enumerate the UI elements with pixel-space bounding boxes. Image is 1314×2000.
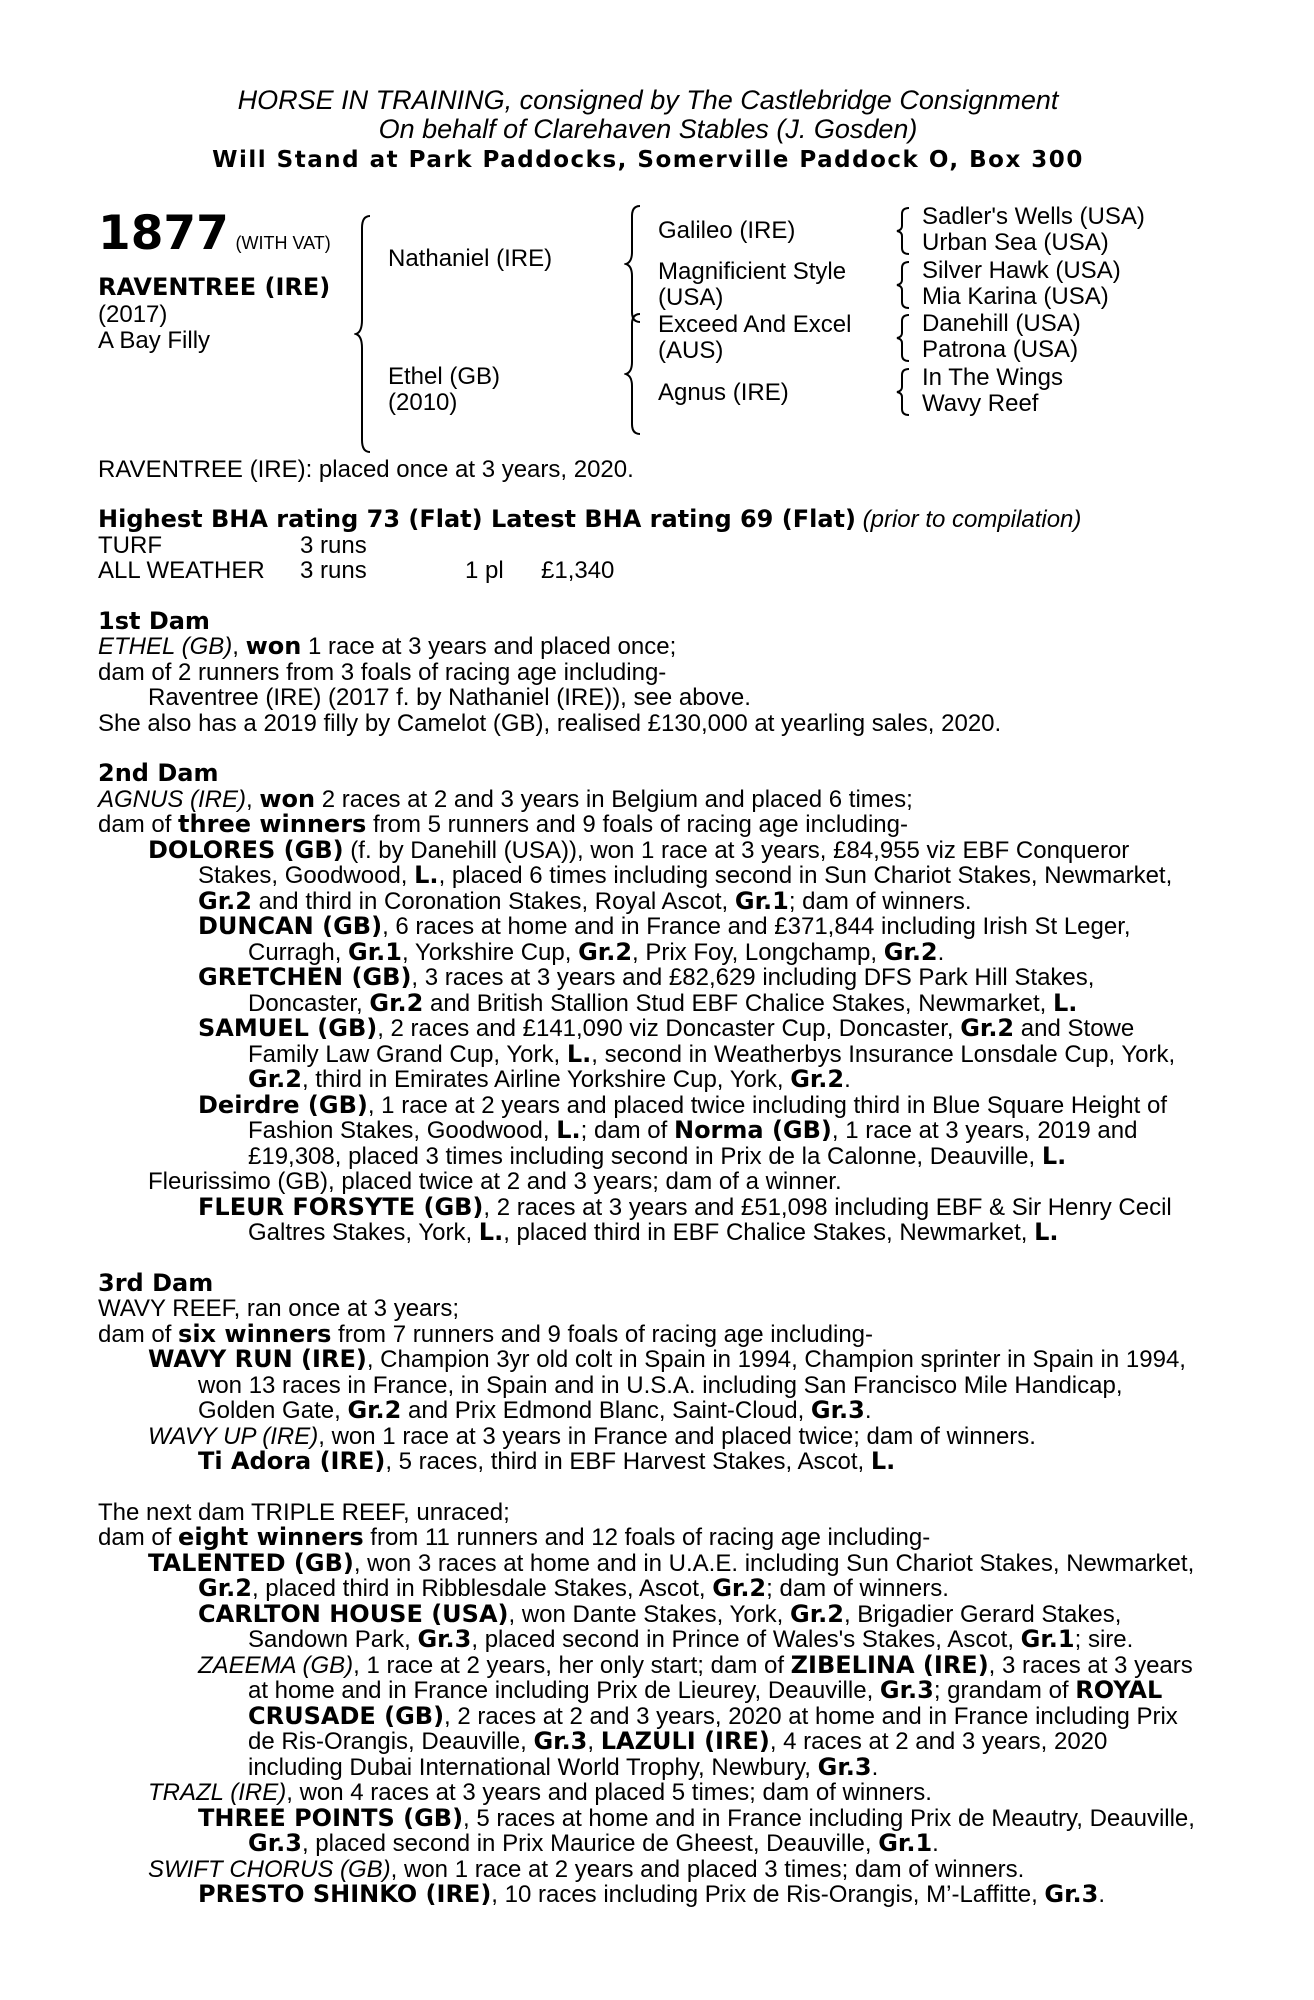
- horse-name: ZIBELINA (IRE): [790, 1650, 989, 1679]
- text: , 10 races including Prix de Ris-Orangis, M’-Laffitte,: [491, 1881, 1045, 1908]
- text: , placed second in Prince of Wales's Stakes, Ascot,: [471, 1626, 1021, 1653]
- sire-dam-brace: [354, 214, 374, 454]
- trazl-entry: [98, 1780, 1198, 1806]
- horse-name: FLEUR FORSYTE (GB): [198, 1192, 484, 1221]
- won-label: won: [245, 632, 302, 660]
- horse-description: A Bay Filly: [98, 326, 211, 354]
- text: (f. by Danehill (USA)), won 1 race at 3 years, £84,955 viz EBF Conqueror Stakes, Goodwood,: [198, 836, 1130, 889]
- horse-name: Ti Adora (IRE): [198, 1447, 386, 1475]
- table-row: [98, 558, 614, 584]
- grade: Gr.2: [960, 1014, 1015, 1042]
- samuel-entry: [98, 1016, 1198, 1093]
- rating-line: [98, 507, 1198, 533]
- second-dam-title: 2nd Dam: [98, 759, 219, 787]
- fourth-dam-line: The next dam TRIPLE REEF, unraced;: [98, 1498, 510, 1526]
- duncan-entry: [98, 914, 1198, 965]
- dam-record: 2 races at 2 and 3 years in Belgium and placed 6 times;: [315, 785, 913, 813]
- dolores-entry: [98, 835, 1198, 915]
- sire: Nathaniel (IRE): [388, 244, 553, 272]
- text: ; sire.: [1074, 1626, 1134, 1653]
- brace-g3: [895, 313, 913, 363]
- race-stats-table: [98, 533, 614, 584]
- text: , placed second in Prix Maurice de Gheest, Deauville,: [301, 1830, 879, 1857]
- text: and third in Coronation Stakes, Royal Ascot,: [251, 887, 735, 915]
- sire-sire-sire: Sadler's Wells (USA): [922, 202, 1145, 230]
- text: dam of: [98, 1320, 179, 1348]
- fourth-dam-produce: [98, 1525, 1198, 1551]
- grade: L.: [414, 861, 439, 889]
- horse-name: TRAZL (IRE): [148, 1779, 287, 1806]
- grade: Gr.1: [348, 937, 402, 966]
- grade: Gr.2: [198, 886, 252, 915]
- text: , placed third in Ribblesdale Stakes, Ascot,: [251, 1575, 713, 1602]
- grade: Gr.3: [417, 1625, 472, 1653]
- first-dam-note: She also has a 2019 filly by Camelot (GB), realised £130,000 at yearling sales, 2020.: [98, 709, 1002, 737]
- first-dam-line: ETHEL (GB), won 1 race at 3 years and placed once;: [98, 632, 677, 660]
- dam-sire-line1: Exceed And Excel: [658, 310, 852, 338]
- grade: L.: [870, 1447, 896, 1475]
- horse-name: WAVY UP (IRE): [148, 1422, 319, 1450]
- grade: Gr.1: [1020, 1625, 1075, 1653]
- race-summary: RAVENTREE (IRE): placed once at 3 years, 2020.: [98, 455, 634, 483]
- three-points-entry: [98, 1803, 1198, 1857]
- dam: Ethel (GB): [388, 362, 501, 390]
- grade: Gr.3: [533, 1727, 588, 1755]
- sire-dam-line1: Magnificient Style: [658, 257, 847, 285]
- dam-year: (2010): [388, 388, 458, 416]
- third-dam-produce: [98, 1319, 1198, 1348]
- lot-number: 1877: [98, 205, 229, 261]
- text: .: [1098, 1881, 1106, 1908]
- stat-runs: 3 runs: [300, 531, 367, 559]
- grade: Gr.1: [734, 886, 789, 915]
- text: .: [932, 1830, 939, 1857]
- rating-note: (prior to compilation): [862, 506, 1082, 533]
- second-dam-line: AGNUS (IRE), won 2 races at 2 and 3 years in Belgium and placed 6 times;: [98, 784, 913, 813]
- text: ,: [587, 1728, 601, 1755]
- text: , Yorkshire Cup,: [401, 938, 579, 966]
- vat-label: (WITH VAT): [235, 232, 331, 253]
- grade: Gr.2: [790, 1065, 845, 1093]
- text: dam of: [98, 1524, 179, 1551]
- dam-name: AGNUS (IRE): [98, 785, 247, 813]
- text: ; dam of winners.: [788, 887, 972, 915]
- text: , 5 races, third in EBF Harvest Stakes, Ascot,: [385, 1448, 871, 1475]
- text: , won Dante Stakes, York,: [508, 1600, 790, 1628]
- horse-name: SAMUEL (GB): [198, 1014, 378, 1042]
- grade: L.: [1052, 988, 1078, 1017]
- text: and British Stallion Stud EBF Chalice Stakes, Newmarket,: [423, 989, 1053, 1017]
- horse-name: DOLORES (GB): [148, 835, 344, 864]
- grade: Gr.2: [578, 937, 633, 966]
- grade: Gr.3: [1044, 1880, 1099, 1908]
- dam-parents-brace: [624, 312, 644, 436]
- text: , won 4 races at 3 years and placed 5 times; dam of winners.: [286, 1779, 932, 1806]
- text: , 2 races at 3 years and £51,098 including EBF & Sir Henry Cecil Galtres Stakes, York,: [248, 1193, 1172, 1246]
- ti-adora-entry: [98, 1449, 1198, 1475]
- text: , won 3 races at home and in U.A.E. including Sun Chariot Stakes, Newmarket,: [353, 1549, 1195, 1577]
- text: from 5 runners and 9 foals of racing age including-: [366, 811, 908, 838]
- horse-name: SWIFT CHORUS (GB): [148, 1855, 391, 1883]
- winners-count: eight winners: [178, 1523, 364, 1551]
- text: , 2 races at 2 and 3 years, 2020 at home and in France including Prix de Ris-Orangis, Deauville,: [248, 1702, 1178, 1755]
- stat-earnings: £1,340: [541, 557, 615, 584]
- stat-surface: ALL WEATHER: [98, 557, 265, 584]
- grade: Gr.3: [248, 1829, 302, 1857]
- carlton-house-entry: [98, 1599, 1198, 1653]
- text: dam of: [98, 811, 179, 838]
- horse-name: TALENTED (GB): [148, 1548, 354, 1577]
- talented-entry: [98, 1548, 1198, 1602]
- consignor-line: HORSE IN TRAINING, consigned by The Castlebridge Consignment: [237, 85, 1059, 115]
- stat-surface: TURF: [98, 531, 162, 559]
- dam-dam-sire: In The Wings: [922, 363, 1063, 391]
- text: , 2 races and £141,090 viz Doncaster Cup, Doncaster,: [377, 1015, 961, 1042]
- text: , third in Emirates Airline Yorkshire Cup, York,: [301, 1066, 791, 1093]
- text: , placed third in EBF Chalice Stakes, Newmarket,: [503, 1219, 1035, 1246]
- horse-name: RAVENTREE (IRE): [98, 272, 331, 301]
- sire-sire-dam: Urban Sea (USA): [922, 228, 1109, 256]
- text: , second in Weatherbys Insurance Lonsdale Cup, York,: [591, 1040, 1176, 1068]
- grade: L.: [566, 1039, 592, 1068]
- presto-shinko-entry: [98, 1882, 1198, 1908]
- grade: L.: [1034, 1218, 1059, 1246]
- gretchen-entry: [98, 965, 1198, 1016]
- horse-name: PRESTO SHINKO (IRE): [198, 1880, 492, 1908]
- text: .: [864, 1397, 872, 1424]
- text: ; dam of: [580, 1117, 674, 1144]
- text: , 1 race at 3 years, 2019 and £19,308, placed 3 times including second in Prix de la Calonne, Deauville,: [248, 1117, 1138, 1170]
- text: from 11 runners and 12 foals of racing age including-: [363, 1524, 931, 1551]
- text: .: [937, 938, 945, 966]
- winners-count: six winners: [178, 1319, 332, 1348]
- text: , Prix Foy, Longchamp,: [632, 938, 884, 966]
- horse-name: DUNCAN (GB): [198, 912, 383, 940]
- brace-g2: [895, 260, 913, 310]
- horse-name: GRETCHEN (GB): [198, 963, 412, 991]
- first-dam-produce: dam of 2 runners from 3 foals of racing age including-: [98, 658, 667, 686]
- grade: Gr.2: [790, 1599, 844, 1628]
- lot-number-line: [98, 205, 331, 261]
- text: ; dam of winners.: [766, 1575, 949, 1602]
- won-label: won: [259, 784, 316, 813]
- horse-name: CARLTON HOUSE (USA): [198, 1599, 509, 1628]
- grade: Gr.2: [883, 937, 938, 966]
- stat-earnings: [541, 533, 614, 559]
- horse-name: ROYAL CRUSADE (GB): [248, 1676, 1163, 1730]
- text: , 3 races at 3 years and £82,629 including DFS Park Hill Stakes, Doncaster,: [248, 964, 1095, 1017]
- brace-g1: [895, 206, 913, 256]
- text: , 4 races at 2 and 3 years, 2020 including Dubai International World Trophy, Newbury,: [248, 1728, 1108, 1781]
- grade: Gr.2: [347, 1396, 402, 1424]
- dam-name: ETHEL (GB): [98, 633, 233, 660]
- text: , placed 6 times including second in Sun Chariot Stakes, Newmarket,: [438, 862, 1173, 889]
- horse-name: Deirdre (GB): [198, 1090, 368, 1119]
- catalogue-page: [98, 86, 1198, 1908]
- sire-parents-brace: [624, 204, 644, 324]
- text: , 5 races at home and in France including Prix de Meautry, Deauville,: [463, 1804, 1195, 1832]
- dam-sire-dam: Patrona (USA): [922, 335, 1079, 363]
- horse-name: THREE POINTS (GB): [198, 1803, 464, 1832]
- stat-placed: 1 pl: [465, 557, 504, 584]
- grade: Gr.2: [198, 1574, 252, 1602]
- first-dam-foal: Raventree (IRE) (2017 f. by Nathaniel (IRE)), see above.: [148, 684, 751, 711]
- text: and Prix Edmond Blanc, Saint-Cloud,: [401, 1397, 811, 1424]
- dam-sire-sire: Danehill (USA): [922, 309, 1081, 337]
- pedigree-block: [98, 204, 1198, 449]
- dam-record: 1 race at 3 years and placed once;: [301, 633, 677, 660]
- horse-name: Norma (GB): [673, 1116, 832, 1144]
- text: , Champion 3yr old colt in Spain in 1994, Champion sprinter in Spain in 1994, won 13 races in France, in Spain and in U.S.A. including San Francisco Mile Handicap, Golden Gate,: [198, 1346, 1186, 1424]
- text: , 1 race at 2 years, her only start; dam of: [353, 1651, 791, 1679]
- sire-sire: Galileo (IRE): [658, 216, 796, 244]
- text: ; grandam of: [933, 1677, 1076, 1704]
- text: .: [844, 1066, 851, 1093]
- grade: L.: [556, 1116, 581, 1144]
- dam-sire-line2: (AUS): [658, 336, 724, 364]
- first-dam-title: 1st Dam: [98, 606, 210, 635]
- sire-dam-line2: (USA): [658, 283, 724, 311]
- grade: L.: [478, 1218, 504, 1246]
- grade: Gr.2: [369, 988, 424, 1017]
- text: , Brigadier Gerard Stakes, Sandown Park,: [248, 1600, 1122, 1653]
- dam-dam-dam: Wavy Reef: [922, 389, 1039, 417]
- horse-name: ZAEEMA (GB): [198, 1651, 354, 1679]
- grade: L.: [1041, 1141, 1067, 1170]
- text: .: [871, 1753, 879, 1781]
- wavy-up-entry: [98, 1424, 1198, 1450]
- horse-name: LAZULI (IRE): [600, 1727, 770, 1755]
- stat-placed: [465, 533, 541, 559]
- swift-chorus-entry: [98, 1857, 1198, 1883]
- text: , 1 race at 2 years and placed twice including third in Blue Square Height of Fashion Stakes, Goodwood,: [248, 1091, 1167, 1144]
- wavy-run-entry: [98, 1347, 1198, 1424]
- third-dam-line: WAVY REEF, ran once at 3 years;: [98, 1295, 460, 1322]
- grade: Gr.3: [817, 1752, 872, 1781]
- rating-values: Highest BHA rating 73 (Flat) Latest BHA rating 69 (Flat): [98, 505, 856, 533]
- header: [98, 86, 1198, 174]
- zaeema-entry: [98, 1650, 1198, 1781]
- text: , won 1 race at 3 years in France and placed twice; dam of winners.: [318, 1422, 1036, 1450]
- winners-count: three winners: [178, 810, 367, 838]
- grade: Gr.2: [712, 1574, 767, 1602]
- grade: Gr.2: [248, 1065, 302, 1093]
- text: , 6 races at home and in France and £371,844 including Irish St Leger, Curragh,: [248, 913, 1131, 966]
- brace-g4: [895, 367, 913, 417]
- grade: Gr.1: [878, 1829, 933, 1857]
- grade: Gr.3: [879, 1676, 934, 1704]
- stand-line: Will Stand at Park Paddocks, Somerville Paddock O, Box 300: [212, 147, 1084, 173]
- deirdre-entry: [98, 1090, 1198, 1170]
- text: , 3 races at 3 years at home and in France including Prix de Lieurey, Deauville,: [248, 1651, 1193, 1704]
- stat-runs: 3 runs: [300, 557, 367, 584]
- horse-name: WAVY RUN (IRE): [148, 1345, 367, 1373]
- behalf-line: On behalf of Clarehaven Stables (J. Gosden): [378, 114, 918, 144]
- third-dam-title: 3rd Dam: [98, 1268, 214, 1297]
- sire-dam-dam: Mia Karina (USA): [922, 282, 1109, 310]
- text: from 7 runners and 9 foals of racing age including-: [331, 1320, 874, 1348]
- sire-dam-sire: Silver Hawk (USA): [922, 256, 1121, 284]
- fleurissimo-entry: Fleurissimo (GB), placed twice at 2 and 3 years; dam of a winner.: [148, 1168, 842, 1195]
- foaling-year: (2017): [98, 300, 168, 328]
- second-dam-produce: [98, 812, 1198, 838]
- fleur-forsyte-entry: [98, 1192, 1198, 1246]
- table-row: [98, 533, 614, 559]
- dam-dam: Agnus (IRE): [658, 378, 789, 406]
- grade: Gr.3: [810, 1396, 865, 1424]
- text: , won 1 race at 2 years and placed 3 times; dam of winners.: [390, 1855, 1025, 1883]
- text: and Stowe Family Law Grand Cup, York,: [248, 1015, 1135, 1068]
